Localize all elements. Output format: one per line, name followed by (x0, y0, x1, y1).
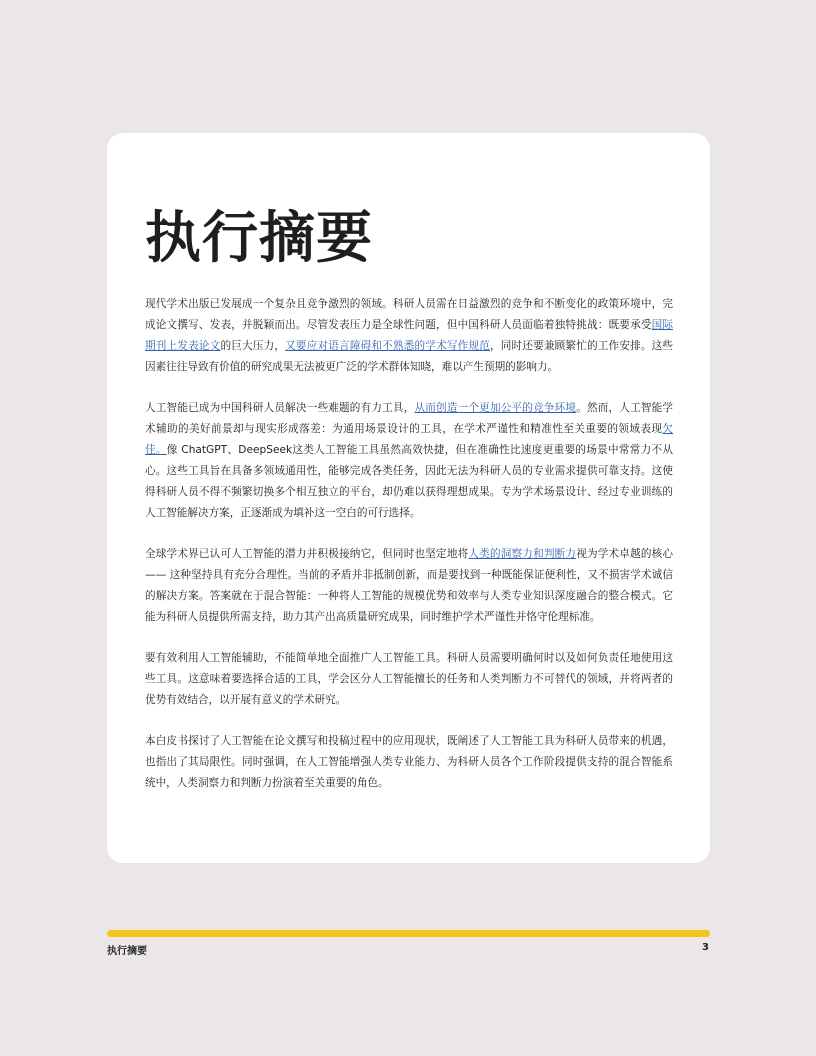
summary-paragraph (145, 294, 673, 378)
content-card (107, 133, 710, 863)
summary-paragraph (145, 544, 673, 628)
paragraph-text: 像 ChatGPT、DeepSeek这类人工智能工具虽然高效快捷，但在准确性比速度更重要的场景中常常力不从心。这些工具旨在具备多领域通用性，能够完成各类任务，因此无法为科研人员的专业需求提供可靠支持。这使得科研人员不得不频繁切换多个相互独立的平台，却仍难以获得理想成果。专为学术场景设计、经过专业训练的人工智能解决方案，正逐渐成为填补这一空白的可行选择。 (145, 444, 673, 519)
summary-paragraph (145, 648, 673, 711)
paragraph-text: 视为学术卓越的核心—— 这种坚持具有充分合理性。当前的矛盾并非抵制创新，而是要找到一种既能保证便利性，又不损害学术诚信的解决方案。答案就在于混合智能：一种将人工智能的规模优势和效率与人类专业知识深度融合的整合模式。它能为科研人员提供所需支持，助力其产出高质量研究成果，同时维护学术严谨性并恪守伦理标准。 (145, 548, 674, 623)
paragraph-text: 人工智能已成为中国科研人员解决一些难题的有力工具， (145, 402, 415, 414)
page-title: 执行摘要 (145, 206, 373, 271)
paragraph-text: 本白皮书探讨了人工智能在论文撰写和投稿过程中的应用现状，既阐述了人工智能工具为科研人员带来的机遇，也指出了其局限性。同时强调，在人工智能增强人类专业能力、为科研人员各个工作阶段提供支持的混合智能系统中，人类洞察力和判断力扮演着至关重要的角色。 (145, 735, 673, 789)
summary-body (145, 294, 673, 814)
reference-link[interactable]: 从而创造一个更加公平的竞争环境 (414, 402, 577, 414)
paragraph-text: 要有效利用人工智能辅助，不能简单地全面推广人工智能工具。科研人员需要明确何时以及如何负责任地使用这些工具。这意味着要选择合适的工具，学会区分人工智能擅长的任务和人类判断力不可替代的领域，并将两者的优势有效结合，以开展有意义的学术研究。 (145, 652, 673, 706)
reference-link[interactable]: 国际期刊上发表论文 (145, 319, 673, 352)
paragraph-text: 现代学术出版已发展成一个复杂且竞争激烈的领域。科研人员需在日益激烈的竞争和不断变化的政策环境中，完成论文撰写、发表，并脱颖而出。尽管发表压力是全球性问题，但中国科研人员面临着独特挑战：既要承受 (145, 298, 673, 331)
summary-paragraph (145, 731, 673, 794)
page-number: 3 (702, 942, 709, 953)
paragraph-text: 。然而，人工智能学术辅助的美好前景却与现实形成落差：为通用场景设计的工具，在学术严谨性和精准性至关重要的领域表现 (145, 402, 674, 435)
paragraph-text: 的巨大压力， (220, 340, 286, 352)
paragraph-text: ，同时还要兼顾繁忙的工作安排。这些因素往往导致有价值的研究成果无法被更广泛的学术群体知晓，难以产生预期的影响力。 (145, 340, 674, 373)
reference-link[interactable]: 又要应对语言障碍和不熟悉的学术写作规范 (285, 340, 490, 352)
reference-link[interactable]: 欠佳。 (145, 423, 673, 456)
footer-section-title: 执行摘要 (107, 946, 147, 957)
summary-paragraph (145, 398, 673, 524)
reference-link[interactable]: 人类的洞察力和判断力 (468, 548, 577, 560)
footer-accent-bar (107, 930, 710, 937)
paragraph-text: 全球学术界已认可人工智能的潜力并积极接纳它，但同时也坚定地将 (145, 548, 469, 560)
